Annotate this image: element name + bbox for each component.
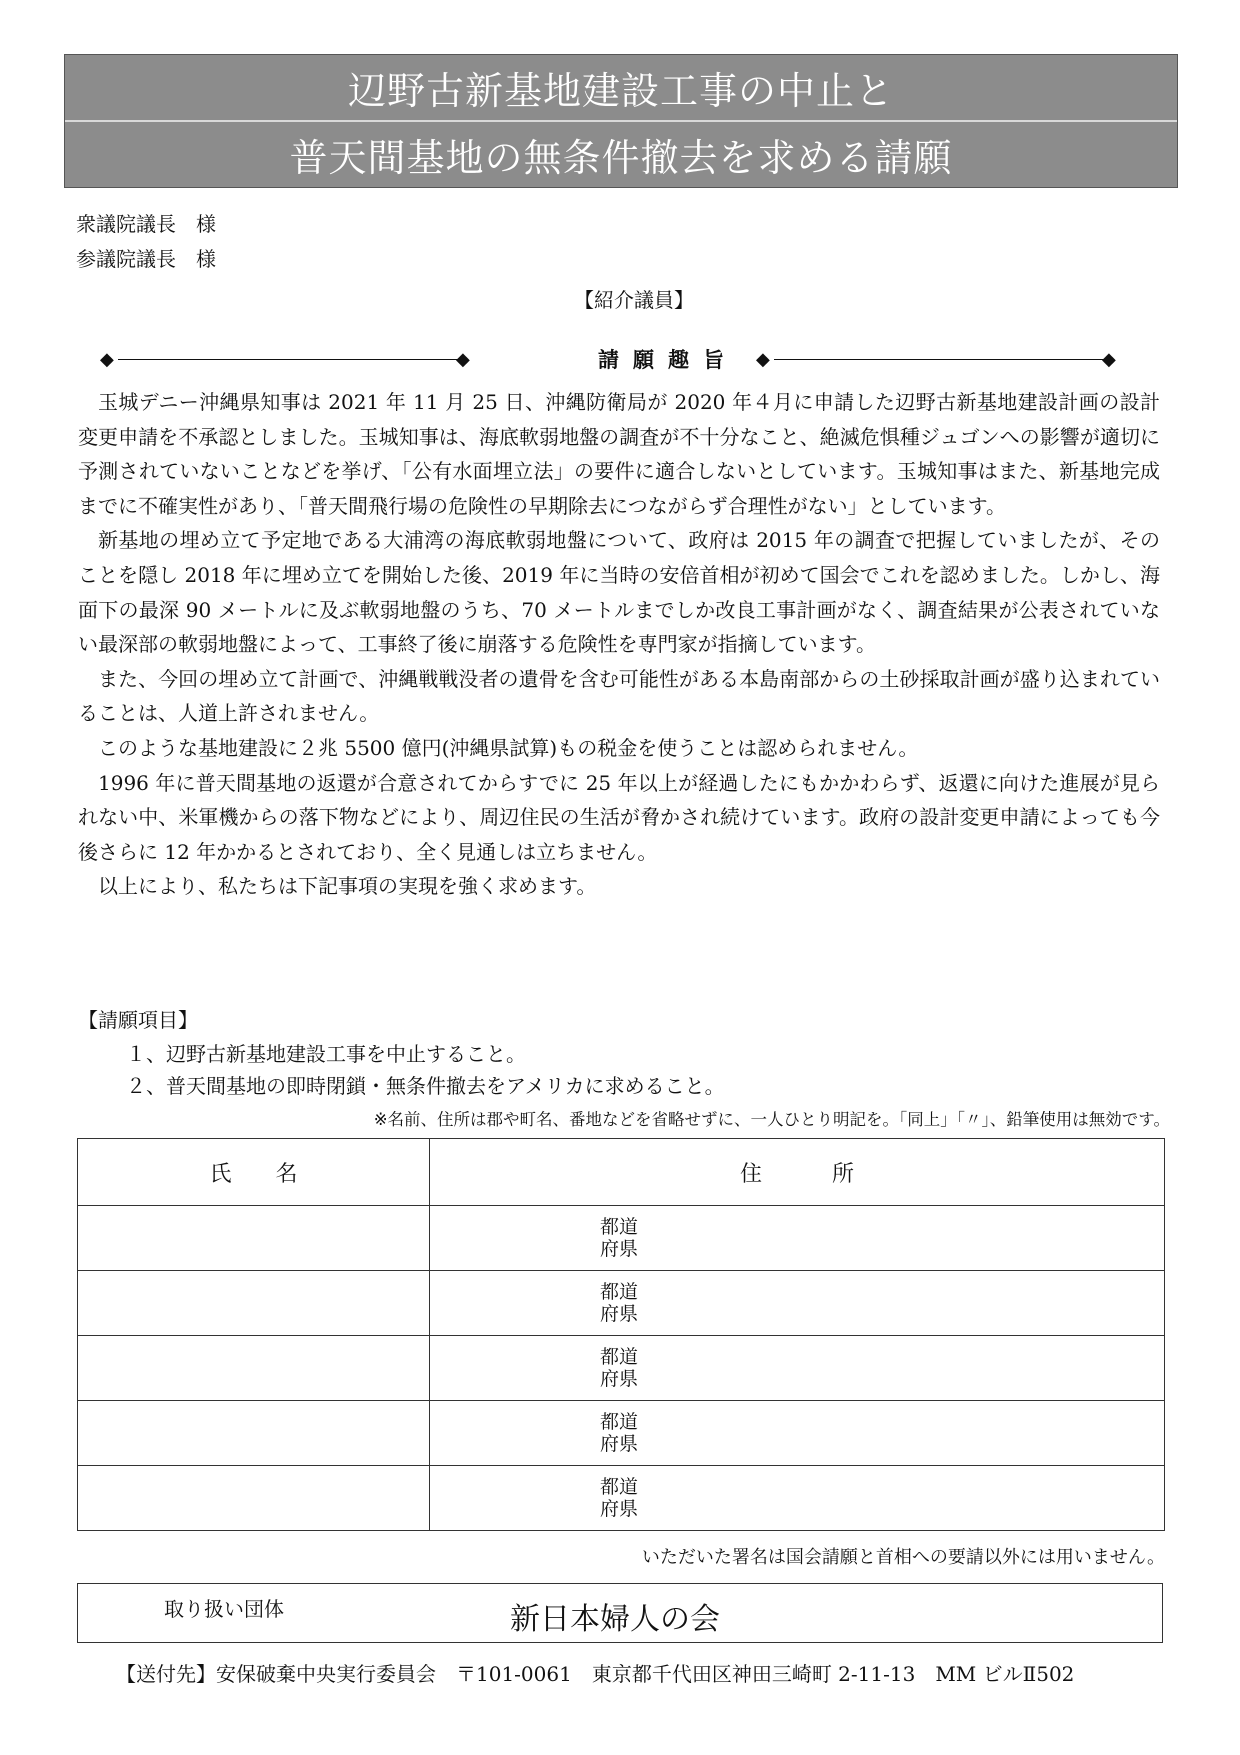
diamond-icon: ◆: [1102, 349, 1116, 370]
diamond-icon: ◆: [756, 349, 770, 370]
diamond-icon: ◆: [100, 349, 114, 370]
table-row: [78, 1401, 1165, 1466]
organization-name: 新日本婦人の会: [510, 1602, 720, 1637]
signature-note: ※名前、住所は郡や町名、番地などを省略せずに、一人ひとり明記を。「同上」「〃」、鉛筆使用は無効です。: [373, 1110, 1170, 1129]
address-cell[interactable]: [430, 1336, 1165, 1401]
prefecture-label-line2: 府県: [600, 1498, 639, 1520]
prefecture-label-line2: 府県: [600, 1238, 639, 1260]
paragraph: 玉城デニー沖縄県知事は 2021 年 11 月 25 日、沖縄防衛局が 2020 年４月に申請した辺野古新基地建設計画の設計変更申請を不承認としました。玉城知事は、海底軟弱地盤の調査が不十分なこと、絶滅危惧種ジュゴンへの影響が適切に予測されていないことなどを挙げ、「公有水面埋立法」の要件に適合しないとしています。玉城知事はまた、新基地完成までに不確実性があり、「普天間飛行場の危険性の早期除去につながらず合理性がない」としています。: [78, 390, 1160, 518]
title-line-2: 普天間基地の無条件撤去を求める請願: [289, 136, 953, 180]
table-row: [78, 1336, 1165, 1401]
paragraph: また、今回の埋め立て計画で、沖縄戦戦没者の遺骨を含む可能性がある本島南部からの土砂採取計画が盛り込まれていることは、人道上許されません。: [78, 666, 1160, 726]
signature-table: [77, 1138, 1165, 1531]
address-cell[interactable]: [430, 1466, 1165, 1531]
petition-purpose-text: [78, 385, 1160, 904]
organization-label: 取り扱い団体: [164, 1597, 284, 1621]
address-cell[interactable]: [430, 1401, 1165, 1466]
address-cell[interactable]: [430, 1271, 1165, 1336]
prefecture-label-line2: 府県: [600, 1303, 639, 1325]
section-heading-row: [100, 348, 1122, 372]
paragraph: 新基地の埋め立て予定地である大浦湾の海底軟弱地盤について、政府は 2015 年の調査で把握していましたが、そのことを隠し 2018 年に埋め立てを開始した後、2019 年に当時の安倍首相が初めて国会でこれを認めました。しかし、海面下の最深 90 メートルに及ぶ軟弱地盤のうち、70 メートルまでしか改良工事計画がなく、調査結果が公表されていない最深部の軟弱地盤によって、工事終了後に崩落する危険性を専門家が指摘しています。: [78, 528, 1160, 657]
address-cell[interactable]: [430, 1206, 1165, 1271]
title-banner: [64, 54, 1178, 188]
introducer-label: 【紹介議員】: [574, 288, 694, 312]
diamond-icon: ◆: [456, 349, 470, 370]
addressee-house-of-councillors: 参議院議長 様: [76, 247, 216, 271]
petition-items-heading: 【請願項目】: [78, 1008, 198, 1032]
divider: [118, 359, 458, 360]
organization-box: [77, 1583, 1163, 1643]
signature-usage-note: いただいた署名は国会請願と首相への要請以外には用いません。: [641, 1547, 1165, 1568]
prefecture-label-line1: 都道: [600, 1281, 639, 1303]
petition-item-2: ２、普天間基地の即時閉鎖・無条件撤去をアメリカに求めること。: [126, 1074, 725, 1098]
paragraph: 以上により、私たちは下記事項の実現を強く求めます。: [98, 874, 597, 899]
name-cell[interactable]: [78, 1206, 430, 1271]
table-row: [78, 1206, 1165, 1271]
table-row: [78, 1466, 1165, 1531]
name-cell[interactable]: [78, 1336, 430, 1401]
prefecture-label-line1: 都道: [600, 1216, 639, 1238]
section-heading: 請願趣旨: [598, 348, 738, 372]
send-to-address: 【送付先】安保破棄中央実行委員会 〒101-0061 東京都千代田区神田三崎町 2-11-13 MM ビルⅡ502: [116, 1662, 1075, 1686]
table-row: [78, 1271, 1165, 1336]
prefecture-label-line1: 都道: [600, 1411, 639, 1433]
petition-item-1: １、辺野古新基地建設工事を中止すること。: [126, 1042, 526, 1066]
column-header-name: 氏名: [78, 1139, 430, 1206]
name-cell[interactable]: [78, 1271, 430, 1336]
name-cell[interactable]: [78, 1466, 430, 1531]
column-header-address: 住所: [430, 1139, 1165, 1206]
paragraph: 1996 年に普天間基地の返還が合意されてからすでに 25 年以上が経過したにもかかわらず、返還に向けた進展が見られない中、米軍機からの落下物などにより、周辺住民の生活が脅かされ続けています。政府の設計変更申請によっても今後さらに 12 年かかるとされており、全く見通しは立ちません。: [78, 770, 1160, 864]
prefecture-label-line1: 都道: [600, 1476, 639, 1498]
paragraph: このような基地建設に２兆 5500 億円(沖縄県試算)もの税金を使うことは認められません。: [98, 735, 919, 760]
prefecture-label-line1: 都道: [600, 1346, 639, 1368]
prefecture-label-line2: 府県: [600, 1433, 639, 1455]
name-cell[interactable]: [78, 1401, 430, 1466]
prefecture-label-line2: 府県: [600, 1368, 639, 1390]
addressee-house-of-representatives: 衆議院議長 様: [76, 212, 216, 236]
title-line-1: 辺野古新基地建設工事の中止と: [65, 55, 1177, 122]
divider: [774, 359, 1104, 360]
